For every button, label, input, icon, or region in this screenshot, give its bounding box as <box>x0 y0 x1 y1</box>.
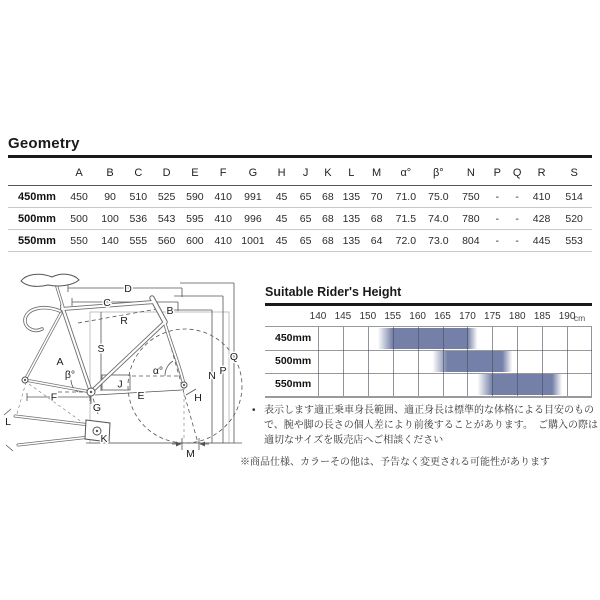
table-cell: 450 <box>62 186 96 208</box>
column-header: R <box>527 160 557 186</box>
diagram-label-l: L <box>5 416 11 428</box>
table-cell: 510 <box>124 186 152 208</box>
diagram-label-n: N <box>208 370 216 382</box>
table-cell: 410 <box>209 186 237 208</box>
diagram-label-q: Q <box>229 351 239 363</box>
table-cell: 65 <box>294 208 316 230</box>
column-header: C <box>124 160 152 186</box>
column-header: J <box>294 160 316 186</box>
diagram-label-r: R <box>120 315 128 327</box>
table-cell: 445 <box>527 230 557 252</box>
grid-vline <box>467 327 468 396</box>
table-cell: 135 <box>339 208 364 230</box>
grid-vline <box>368 327 369 396</box>
axis-tick: 180 <box>508 311 526 322</box>
height-range-band <box>318 374 592 395</box>
table-cell: 70 <box>364 186 390 208</box>
axis-tick: 150 <box>359 311 377 322</box>
column-header: β° <box>422 160 455 186</box>
axis-tick: 175 <box>484 311 501 322</box>
height-range-band <box>318 351 592 372</box>
table-cell: 135 <box>339 230 364 252</box>
diagram-label-m: M <box>186 448 195 460</box>
diagram-label-beta: β° <box>64 369 76 381</box>
diagram-label-b: B <box>166 305 174 317</box>
column-header: K <box>317 160 339 186</box>
table-row <box>8 208 592 230</box>
diagram-label-alpha: α° <box>152 365 164 377</box>
table-cell: 68 <box>317 186 339 208</box>
table-cell: 1001 <box>237 230 268 252</box>
table-cell: 520 <box>556 208 592 230</box>
table-cell: 75.0 <box>422 186 455 208</box>
column-header: A <box>62 160 96 186</box>
row-label: 550mm <box>275 378 312 390</box>
table-cell: 804 <box>455 230 488 252</box>
axis-tick: 145 <box>334 311 352 322</box>
axis-tick: 190 <box>558 311 576 322</box>
table-row <box>8 230 592 252</box>
column-header: G <box>237 160 268 186</box>
rider-height-grid <box>265 326 592 398</box>
table-cell: 68 <box>317 230 339 252</box>
table-cell: 410 <box>209 230 237 252</box>
table-cell: 555 <box>124 230 152 252</box>
table-cell: 750 <box>455 186 488 208</box>
table-cell: 71.5 <box>390 208 423 230</box>
row-label: 550mm <box>8 230 62 252</box>
diagram-label-s: S <box>97 343 105 355</box>
page-title: Geometry <box>8 135 80 152</box>
column-header: α° <box>390 160 423 186</box>
table-cell: 100 <box>96 208 124 230</box>
geometry-table <box>8 160 592 252</box>
table-cell: 65 <box>294 230 316 252</box>
table-cell: 72.0 <box>390 230 423 252</box>
rider-height-title: Suitable Rider's Height <box>265 285 402 299</box>
column-header: P <box>487 160 507 186</box>
grid-vline <box>567 327 568 396</box>
table-cell: 595 <box>181 208 209 230</box>
axis-tick: 185 <box>533 311 551 322</box>
column-header: Q <box>508 160 527 186</box>
table-cell: 428 <box>527 208 557 230</box>
bike-geometry-diagram <box>2 268 247 463</box>
grid-vline <box>542 327 543 396</box>
table-cell: 135 <box>339 186 364 208</box>
table-cell: 410 <box>527 186 557 208</box>
table-cell: 525 <box>152 186 180 208</box>
axis-tick: 160 <box>409 311 426 322</box>
column-header: F <box>209 160 237 186</box>
table-cell: 560 <box>152 230 180 252</box>
column-header: H <box>269 160 295 186</box>
column-header: E <box>181 160 209 186</box>
diagram-label-j: J <box>117 378 123 391</box>
table-cell: - <box>508 230 527 252</box>
note-disclaimer: ※商品仕様、カラーその他は、予告なく変更される可能性があります <box>240 457 550 468</box>
grid-vline <box>418 327 419 396</box>
table-cell: - <box>487 230 507 252</box>
column-header: M <box>364 160 390 186</box>
diagram-label-f: F <box>50 391 58 404</box>
corner-cell <box>8 160 62 186</box>
table-cell: 45 <box>269 186 295 208</box>
table-cell: 780 <box>455 208 488 230</box>
column-header: S <box>556 160 592 186</box>
table-cell: 71.0 <box>390 186 423 208</box>
diagram-label-p: P <box>219 365 227 377</box>
table-row <box>8 186 592 208</box>
axis-tick: 155 <box>384 311 402 322</box>
table-cell: 600 <box>181 230 209 252</box>
table-cell: 45 <box>269 208 295 230</box>
diagram-label-c: C <box>103 297 111 309</box>
table-cell: 410 <box>209 208 237 230</box>
table-cell: 553 <box>556 230 592 252</box>
diagram-label-h: H <box>194 392 202 404</box>
column-header: N <box>455 160 488 186</box>
table-cell: 68 <box>364 208 390 230</box>
diagram-label-d: D <box>124 283 132 295</box>
diagram-label-k: K <box>100 433 108 445</box>
table-cell: 514 <box>556 186 592 208</box>
axis-tick: 170 <box>459 311 476 322</box>
table-cell: - <box>508 208 527 230</box>
bullet-icon: • <box>252 405 256 416</box>
grid-vline <box>591 327 592 396</box>
table-cell: - <box>487 186 507 208</box>
grid-vline <box>517 327 518 396</box>
table-cell: - <box>508 186 527 208</box>
diagram-label-g: G <box>92 402 102 414</box>
table-cell: 991 <box>237 186 268 208</box>
note-fit-range-text: 表示します適正乗車身長範囲、適正身長は標準的な体格による目安のもので、腕や脚の長さの個人差により前後することがあります。 ご購入の際は適切なサイズを販売店へご相談ください <box>264 405 598 446</box>
rider-height-axis <box>265 309 592 325</box>
table-cell: 65 <box>294 186 316 208</box>
table-cell: 73.0 <box>422 230 455 252</box>
table-cell: 74.0 <box>422 208 455 230</box>
axis-unit: cm <box>573 313 586 323</box>
diagram-label-e: E <box>137 390 145 402</box>
grid-vline <box>318 327 319 396</box>
diagram-label-a: A <box>56 356 64 368</box>
saddle <box>21 274 79 286</box>
table-cell: 590 <box>181 186 209 208</box>
bike-frame <box>21 274 187 396</box>
column-header: L <box>339 160 364 186</box>
table-cell: 536 <box>124 208 152 230</box>
rider-height-rule <box>265 303 592 306</box>
axis-tick: 140 <box>309 311 327 322</box>
table-cell: 550 <box>62 230 96 252</box>
table-cell: 68 <box>317 208 339 230</box>
title-rule <box>8 155 592 158</box>
grid-vline <box>343 327 344 396</box>
table-cell: - <box>487 208 507 230</box>
table-cell: 996 <box>237 208 268 230</box>
row-label: 500mm <box>8 208 62 230</box>
table-cell: 543 <box>152 208 180 230</box>
note-fit-range <box>252 403 600 448</box>
column-header: D <box>152 160 180 186</box>
row-label: 450mm <box>8 186 62 208</box>
grid-vline <box>443 327 444 396</box>
axis-tick: 165 <box>434 311 451 322</box>
table-cell: 90 <box>96 186 124 208</box>
table-cell: 500 <box>62 208 96 230</box>
geometry-table-header-row <box>8 160 592 186</box>
height-range-band <box>318 328 592 349</box>
grid-vline <box>492 327 493 396</box>
row-label: 450mm <box>275 332 312 344</box>
column-header: B <box>96 160 124 186</box>
row-label: 500mm <box>275 355 312 367</box>
grid-vline <box>393 327 394 396</box>
table-cell: 140 <box>96 230 124 252</box>
table-cell: 64 <box>364 230 390 252</box>
table-cell: 45 <box>269 230 295 252</box>
fork-piece <box>4 409 110 451</box>
